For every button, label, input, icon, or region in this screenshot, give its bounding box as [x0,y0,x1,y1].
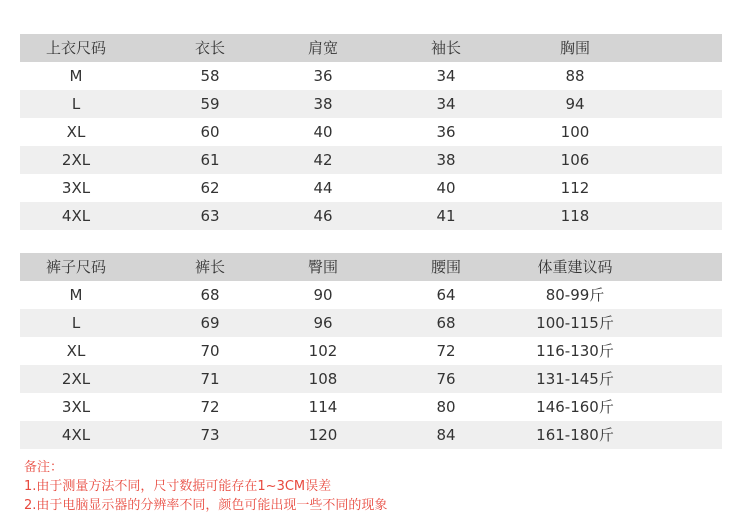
bottom-table-cell: 96 [313,314,333,332]
bottom-table-cell: 120 [308,426,338,444]
bottom-table-cell: 84 [436,426,456,444]
bottom-table-row [20,365,722,393]
top-table-cell: 40 [313,123,333,141]
bottom-table-cell: 2XL [61,370,91,388]
top-table-cell: 36 [313,67,333,85]
top-header-cell: 衣长 [194,39,226,57]
bottom-table-cell: 68 [436,314,456,332]
top-table-cell: 38 [436,151,456,169]
top-table-row [20,202,722,230]
top-table-cell: 36 [436,123,456,141]
bottom-table-cell: M [69,286,83,304]
top-table-cell: 34 [436,67,456,85]
notes-line-2: 2.由于电脑显示器的分辨率不同，颜色可能出现一些不同的现象 [24,498,388,513]
top-table-row [20,90,722,118]
top-table-cell: 40 [436,179,456,197]
top-table-cell: 42 [313,151,333,169]
bottom-table-cell: 69 [200,314,220,332]
top-table-cell: 106 [560,151,590,169]
top-table-cell: 112 [560,179,590,197]
top-table-cell: 46 [313,207,333,225]
top-table-cell: 118 [560,207,590,225]
top-table-cell: 100 [560,123,590,141]
bottom-table-cell: XL [66,342,86,360]
top-header-row [20,34,722,62]
notes-line-1: 1.由于测量方法不同，尺寸数据可能存在1~3CM误差 [24,479,332,494]
bottom-table-cell: 70 [200,342,220,360]
bottom-table-row [20,421,722,449]
bottom-table-cell: 4XL [61,426,91,444]
top-table-cell: 2XL [61,151,91,169]
top-table-cell: 58 [200,67,220,85]
bottom-table-cell: 116-130斤 [536,342,614,360]
top-table-cell: L [71,95,81,113]
top-table-row [20,118,722,146]
bottom-table-cell: 76 [436,370,456,388]
bottom-size-table [20,253,722,449]
bottom-table-cell: L [71,314,81,332]
top-header-cell: 胸围 [559,39,591,57]
bottom-table-cell: 64 [436,286,456,304]
top-table-cell: XL [66,123,86,141]
top-table-cell: 34 [436,95,456,113]
top-table-cell: 63 [200,207,220,225]
bottom-table-cell: 73 [200,426,220,444]
bottom-table-cell: 80 [436,398,456,416]
top-table-cell: 94 [565,95,585,113]
top-table-row [20,174,722,202]
bottom-table-cell: 80-99斤 [545,286,605,304]
bottom-table-cell: 131-145斤 [536,370,614,388]
top-header-cell: 肩宽 [307,39,339,57]
bottom-table-cell: 102 [308,342,338,360]
bottom-table-cell: 146-160斤 [536,398,614,416]
top-table-cell: 60 [200,123,220,141]
bottom-table-cell: 90 [313,286,333,304]
bottom-header-cell: 裤长 [194,258,226,276]
bottom-table-cell: 114 [308,398,338,416]
bottom-table-cell: 3XL [61,398,91,416]
bottom-header-cell: 腰围 [430,258,462,276]
top-table-cell: 4XL [61,207,91,225]
top-table-cell: 88 [565,67,585,85]
top-table-cell: M [69,67,83,85]
bottom-header-cell: 臀围 [307,258,339,276]
top-table-cell: 41 [436,207,456,225]
bottom-table-cell: 72 [200,398,220,416]
top-table-cell: 61 [200,151,220,169]
top-table-cell: 3XL [61,179,91,197]
bottom-table-cell: 71 [200,370,220,388]
notes-title: 备注： [24,460,64,475]
bottom-table-row [20,281,722,309]
bottom-table-cell: 108 [308,370,338,388]
top-table-cell: 62 [200,179,220,197]
top-size-table [20,34,722,230]
bottom-table-row [20,337,722,365]
bottom-table-cell: 100-115斤 [536,314,614,332]
bottom-table-cell: 68 [200,286,220,304]
bottom-header-cell: 裤子尺码 [45,258,107,276]
notes [24,458,387,515]
top-table-row [20,146,722,174]
top-table-cell: 44 [313,179,333,197]
top-table-cell: 59 [200,95,220,113]
bottom-table-row [20,309,722,337]
bottom-table-cell: 72 [436,342,456,360]
bottom-header-row [20,253,722,281]
bottom-table-row [20,393,722,421]
top-table-row [20,62,722,90]
top-header-cell: 袖长 [430,39,462,57]
top-table-cell: 38 [313,95,333,113]
bottom-header-cell: 体重建议码 [537,258,613,276]
bottom-table-cell: 161-180斤 [536,426,614,444]
top-header-cell: 上衣尺码 [45,39,107,57]
